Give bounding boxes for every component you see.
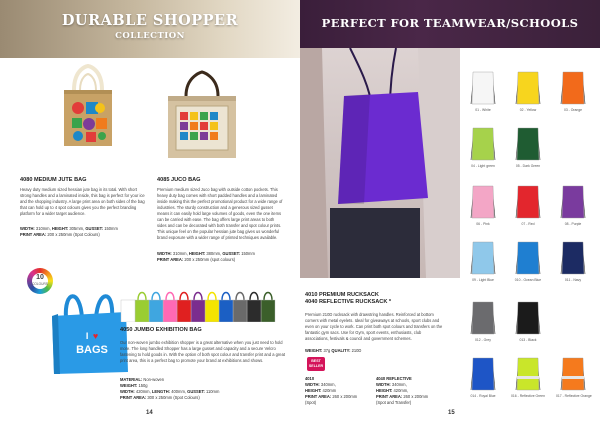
spec-label: WIDTH: <box>376 382 391 387</box>
spec-label: PRINT AREA: <box>376 394 403 399</box>
big-bag-print-line2: BAGS <box>76 344 108 356</box>
rucksack-swatch-image <box>515 184 541 220</box>
rucksack-swatch-image <box>515 70 541 106</box>
variant-code: 4010 <box>305 376 315 381</box>
spec-value: 420mm <box>322 388 337 393</box>
model-with-rucksack-image <box>300 48 460 278</box>
jute-bag-4080-image <box>58 62 118 148</box>
big-bag-print-line1: I <box>85 331 89 341</box>
rucksack-swatch-image <box>515 126 541 162</box>
spec-value: 400mm, <box>171 389 186 394</box>
product-4050-title: 4050 JUMBO EXHIBITION BAG <box>120 327 202 333</box>
spec-label: HEIGHT: <box>305 388 322 393</box>
jumbo-bag-swatch <box>218 290 234 322</box>
rucksack-swatch-image <box>470 356 496 392</box>
rucksack-title-line2: 4040 REFLECTIVE RUCKSACK * <box>305 299 392 305</box>
jumbo-bag-swatch <box>232 290 248 322</box>
spec-value: 310mm, <box>35 226 51 231</box>
left-page-number: 14 <box>146 410 153 416</box>
product-4080-specs <box>20 226 150 238</box>
product-4080-title: 4080 MEDIUM JUTE BAG <box>20 177 87 183</box>
rucksack-swatch-image <box>560 240 586 276</box>
colour-swatch <box>466 70 500 118</box>
product-4085-title: 4085 JUCO BAG <box>157 177 201 183</box>
spec-value: 210D <box>351 348 362 353</box>
variant-4010-specs <box>305 376 373 406</box>
colour-swatch-label: 09 - Light Blue <box>472 278 494 282</box>
rucksack-swatch-image <box>470 126 496 162</box>
colour-swatch-label: 05 - Dark Green <box>515 164 541 168</box>
spec-label: GUSSET: <box>222 251 241 256</box>
jumbo-bag-swatch <box>148 290 164 322</box>
colour-swatch <box>511 184 545 232</box>
product-4050-description: Our non-woven jumbo exhibition shopper is a great alternative when you just need to hold more. The long handled Shopper has a large gusset and capacity and a secure Velcro fastening to hold goods in. With the option of both spot colour and transfer print and a great print area, this is a perfect bag to promote your brand at exhibitions and shows. <box>120 340 285 363</box>
spec-label: HEIGHT: <box>188 251 206 256</box>
colour-count: 10 <box>36 274 44 281</box>
juco-bag-4085-image <box>164 66 240 160</box>
spec-label: GUSSET: <box>187 389 205 394</box>
product-4085-description: Premium medium sized Juco bag with outside cotton pockets. This heavy duty bag comes with short padded handles and a laminated inside making this the perfect promotional product for a wide range of industries. The sturdy construction and a generous sized gusset means it can easily hold large volumes of goods, even the one items can be carried with ease. The bag offers large print areas to both sides and can be decorated with both transfer and spot colour prints. This unique feel on the popular hessian jute bag gives us wonderful brand exposure with a wider range of printed techniques available. <box>157 187 283 240</box>
spec-value: 150mm <box>241 251 255 256</box>
spec-value: 305mm, <box>69 226 85 231</box>
colour-swatch-label: 02 - Yellow <box>519 108 537 112</box>
model-photo <box>300 48 460 278</box>
spec-value: 37g <box>323 348 331 353</box>
spec-label: WIDTH: <box>305 382 320 387</box>
colour-swatch-label: 07 - Red <box>521 222 535 226</box>
rucksack-swatch-image <box>470 70 496 106</box>
rucksack-swatch-image <box>515 240 541 276</box>
spec-value: 420mm, <box>135 389 151 394</box>
spec-value: 380mm, <box>206 251 222 256</box>
heart-icon: ♥ <box>92 331 99 341</box>
spec-value: Non-woven <box>143 377 165 382</box>
rucksack-swatch-image <box>560 70 586 106</box>
rucksack-swatch-image <box>560 184 586 220</box>
best-seller-badge: BEST SELLER <box>307 357 325 371</box>
product-4080-description: Heavy duty medium sized hessian jute bag in its total. With short strong handles and a laminated inside, this bag is perfect for your ice and the shopping industry. A large print area on both sides of the bag that can hold up to 4 spot colours gives you the perfect branding platform for a wider target audience. <box>20 187 145 216</box>
colour-swatch <box>511 70 545 118</box>
jumbo-bag-colour-row <box>120 282 280 322</box>
variant-4040-specs <box>376 376 450 406</box>
spec-value: 300 x 250mm (Spot Colours) <box>147 395 200 400</box>
colour-swatch-label: 01 - White <box>475 108 491 112</box>
spec-value: 150g <box>138 383 148 388</box>
left-header-banner <box>0 0 300 58</box>
rucksack-title-line1: 4010 PREMIUM RUCKSACK <box>305 292 379 298</box>
spec-label: WEIGHT: <box>120 383 138 388</box>
colour-wheel-center <box>32 273 48 289</box>
rucksack-swatch-image <box>470 300 496 336</box>
spec-label: PRINT AREA: <box>120 395 147 400</box>
rucksack-swatch-image <box>515 300 541 336</box>
rucksack-swatch-image <box>515 356 541 392</box>
colour-swatch <box>556 240 590 288</box>
spec-label: WIDTH: <box>120 389 135 394</box>
jumbo-bag-swatch <box>204 290 220 322</box>
spec-value: 260 x 200mm <box>332 394 358 399</box>
spec-value: 150mm <box>104 226 118 231</box>
colour-swatch-label: 011 - Navy <box>564 278 582 282</box>
spec-label: WIDTH: <box>157 251 172 256</box>
product-4085-specs <box>157 251 292 263</box>
variant-code: 4040 REFLECTIVE <box>376 376 412 381</box>
spec-value: 200 x 250mm (spot colours) <box>184 257 236 262</box>
product-4050-specs <box>120 377 290 401</box>
jumbo-bag-swatch <box>176 290 192 322</box>
left-page-subtitle: COLLECTION <box>115 31 185 41</box>
colour-swatch <box>511 126 545 174</box>
left-page-title: DURABLE SHOPPER <box>61 12 239 29</box>
colour-swatch-label: 012 - Grey <box>474 338 492 342</box>
spec-value: 200 x 250mm (Spot Colours) <box>47 232 100 237</box>
rucksack-description: Premium 210D rucksack with drawstring handles. Reinforced at bottom corners with metal eyelets. Ideal for giveaways at schools, sport clubs and even on your cycle to work. Can print both spot colours and transfers on the fantastic gym sacs. Use for Gym, sport events, enthusiasts, club associations, festivals & council and government schemes. <box>305 312 443 341</box>
colour-swatch-label: 08 - Purple <box>564 222 582 226</box>
jumbo-bag-swatch <box>162 290 178 322</box>
colour-swatch <box>511 300 545 348</box>
colour-swatch <box>556 356 590 404</box>
colour-swatch <box>466 126 500 174</box>
colour-swatch-label: 017 - Reflective Orange <box>556 394 592 398</box>
spec-label: LENGTH: <box>151 389 171 394</box>
colour-swatch <box>556 70 590 118</box>
colour-swatch <box>466 184 500 232</box>
colour-swatch <box>466 300 500 348</box>
jumbo-bag-swatch <box>120 290 136 322</box>
spec-label: WEIGHT: <box>305 348 323 353</box>
colour-swatch <box>466 356 500 404</box>
spec-label: PRINT AREA: <box>157 257 184 262</box>
colour-count-label: COLOURS <box>32 282 48 286</box>
colour-swatch <box>556 184 590 232</box>
jumbo-bag-swatch <box>134 290 150 322</box>
spec-value: 260 x 200mm <box>403 394 429 399</box>
colour-swatch-label: 010 - Ocean Blue <box>514 278 542 282</box>
spec-value: 310mm, <box>172 251 188 256</box>
rucksack-weight-quality <box>305 348 445 354</box>
right-page-number: 15 <box>448 410 455 416</box>
rucksack-swatch-image <box>470 240 496 276</box>
colour-swatch <box>511 356 545 404</box>
colour-swatch <box>511 240 545 288</box>
rucksack-swatch-image <box>560 356 586 392</box>
spec-label: GUSSET: <box>85 226 104 231</box>
spec-value: 340mm, <box>391 382 407 387</box>
spec-value: 340mm, <box>320 382 336 387</box>
big-bag-print <box>72 326 112 356</box>
spec-label: QUALITY: <box>331 348 351 353</box>
spec-value: 420mm, <box>393 388 409 393</box>
colour-swatch <box>466 240 500 288</box>
spec-label: WIDTH: <box>20 226 35 231</box>
colour-swatch-label: 06 - Pink <box>476 222 490 226</box>
spec-label: HEIGHT: <box>51 226 69 231</box>
colour-swatch-label: 04 - Light green <box>471 164 495 168</box>
colour-swatch-label: 013 - Black <box>519 338 537 342</box>
rucksack-swatch-image <box>470 184 496 220</box>
right-page <box>300 0 600 424</box>
right-page-title: PERFECT FOR TEAMWEAR/SCHOOLS <box>321 16 579 30</box>
spec-label: PRINT AREA: <box>305 394 332 399</box>
spec-label: PRINT AREA: <box>20 232 47 237</box>
spec-label: HEIGHT: <box>376 388 393 393</box>
colour-swatch-label: 014 - Royal Blue <box>470 394 496 398</box>
colour-swatch-label: 03 - Orange <box>563 108 583 112</box>
jumbo-bag-swatch <box>260 290 276 322</box>
spec-note: (Spot and Transfer) <box>376 400 412 405</box>
spec-note: (Spot) <box>305 400 317 405</box>
spec-value: 110mm <box>206 389 220 394</box>
jumbo-bag-swatch <box>190 290 206 322</box>
colour-swatch-label: 016 - Reflective Green <box>511 394 545 398</box>
jumbo-bag-swatch <box>246 290 262 322</box>
spec-label: MATERIAL: <box>120 377 143 382</box>
